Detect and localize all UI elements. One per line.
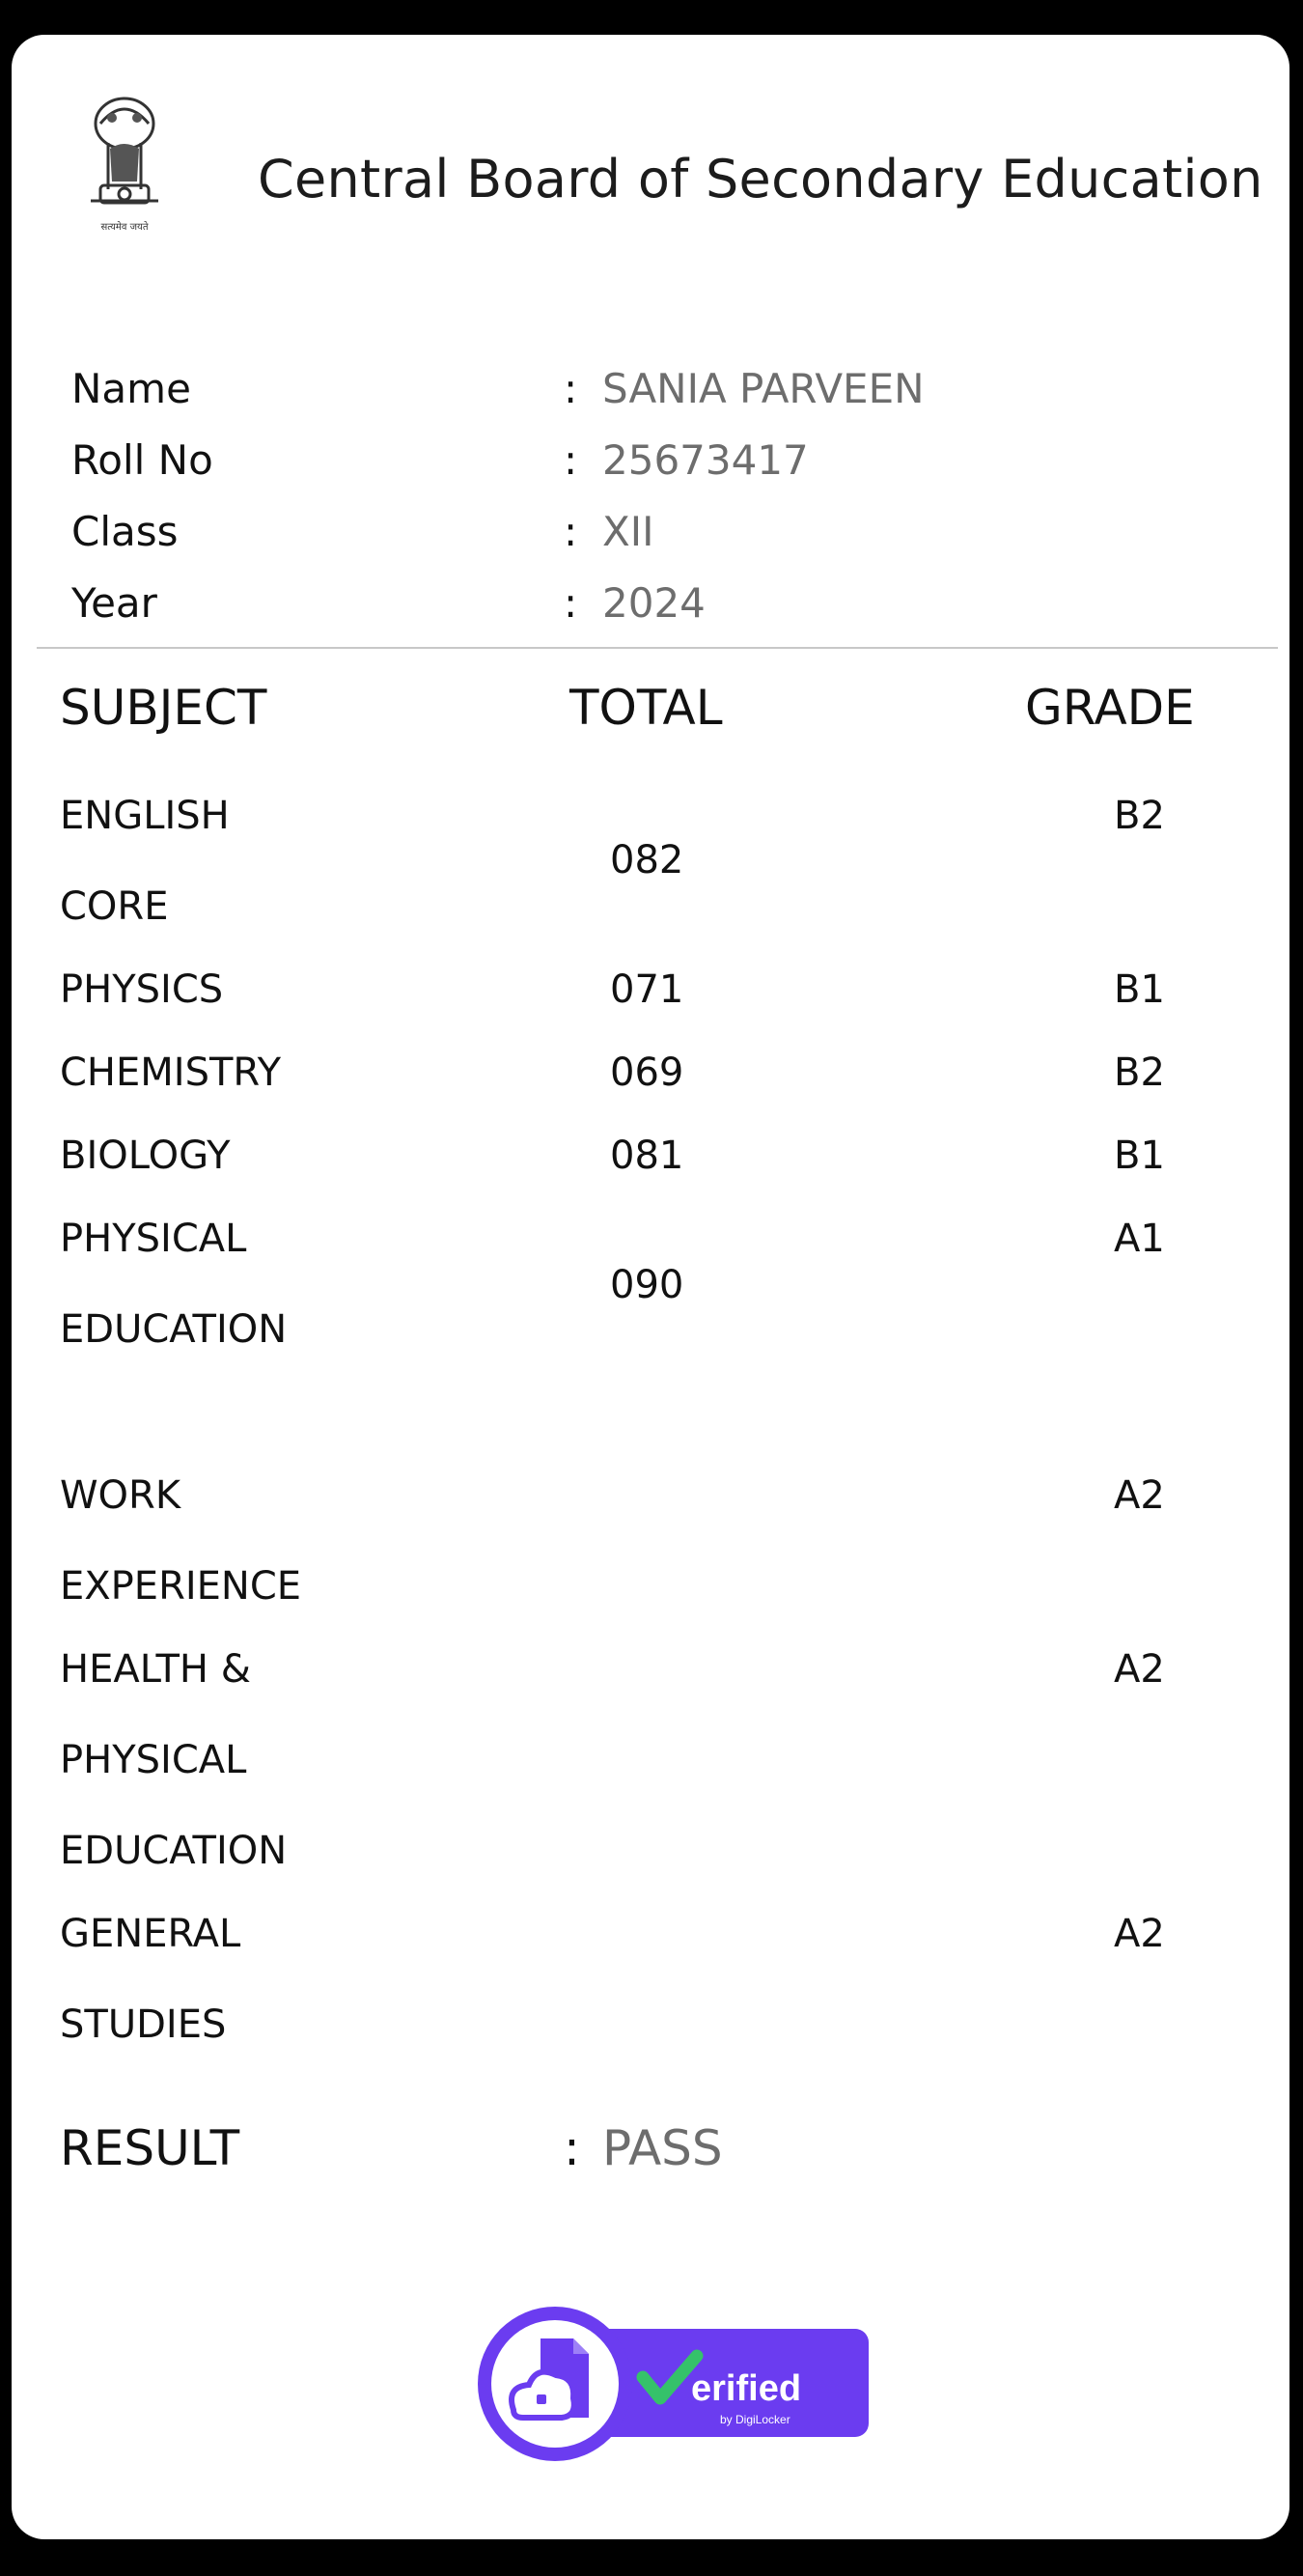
national-emblem-icon: [71, 85, 178, 265]
subject-total: 082: [610, 838, 684, 882]
subject-name: STUDIES: [60, 2002, 227, 2047]
student-colon-roll-no: :: [564, 436, 578, 484]
student-label-roll-no: Roll No: [71, 436, 213, 484]
subject-grade: A2: [1114, 1912, 1165, 1956]
digilocker-verified-badge[interactable]: [473, 2302, 878, 2466]
verified-text: erified: [691, 2368, 802, 2409]
subject-header: SUBJECT: [60, 680, 267, 736]
student-value-class: XII: [602, 508, 654, 555]
result-value: PASS: [602, 2120, 723, 2176]
subject-grade: A1: [1114, 1217, 1165, 1261]
subject-total: 071: [610, 967, 684, 1012]
subject-grade: B1: [1114, 967, 1165, 1012]
student-colon-year: :: [564, 579, 578, 627]
result-colon: :: [564, 2120, 580, 2176]
subject-name: WORK: [60, 1473, 181, 1518]
subject-grade: A2: [1114, 1647, 1165, 1692]
student-label-year: Year: [71, 579, 157, 627]
marksheet-card: [12, 35, 1289, 2539]
student-value-name: SANIA PARVEEN: [602, 365, 925, 412]
student-value-year: 2024: [602, 579, 706, 627]
subject-grade: B2: [1114, 794, 1165, 838]
subject-name: BIOLOGY: [60, 1134, 231, 1178]
subject-name: EXPERIENCE: [60, 1564, 302, 1609]
student-value-roll-no: 25673417: [602, 436, 809, 484]
board-title: Central Board of Secondary Education: [258, 149, 1263, 210]
student-label-class: Class: [71, 508, 179, 555]
divider: [37, 647, 1278, 649]
subject-total: 069: [610, 1050, 684, 1095]
student-colon-class: :: [564, 508, 578, 555]
subject-grade: B1: [1114, 1134, 1165, 1178]
subject-name: HEALTH &: [60, 1647, 251, 1692]
subject-name: ENGLISH: [60, 794, 230, 838]
subject-name: PHYSICAL: [60, 1217, 247, 1261]
subject-name: EDUCATION: [60, 1829, 288, 1873]
total-header: TOTAL: [569, 680, 723, 736]
subject-name: CHEMISTRY: [60, 1050, 282, 1095]
emblem-motto: सत्यमेव जयते: [100, 222, 149, 233]
student-colon-name: :: [564, 365, 578, 412]
by-digilocker-text: by DigiLocker: [720, 2413, 790, 2426]
result-label: RESULT: [60, 2120, 240, 2176]
subject-total: 081: [610, 1134, 684, 1178]
subject-name: PHYSICS: [60, 967, 224, 1012]
subject-name: GENERAL: [60, 1912, 241, 1956]
student-label-name: Name: [71, 365, 191, 412]
subject-name: PHYSICAL: [60, 1738, 247, 1782]
subject-grade: B2: [1114, 1050, 1165, 1095]
subject-total: 090: [610, 1263, 684, 1307]
grade-header: GRADE: [1025, 680, 1195, 736]
subject-name: EDUCATION: [60, 1307, 288, 1352]
subject-grade: A2: [1114, 1473, 1165, 1518]
subject-name: CORE: [60, 884, 169, 929]
